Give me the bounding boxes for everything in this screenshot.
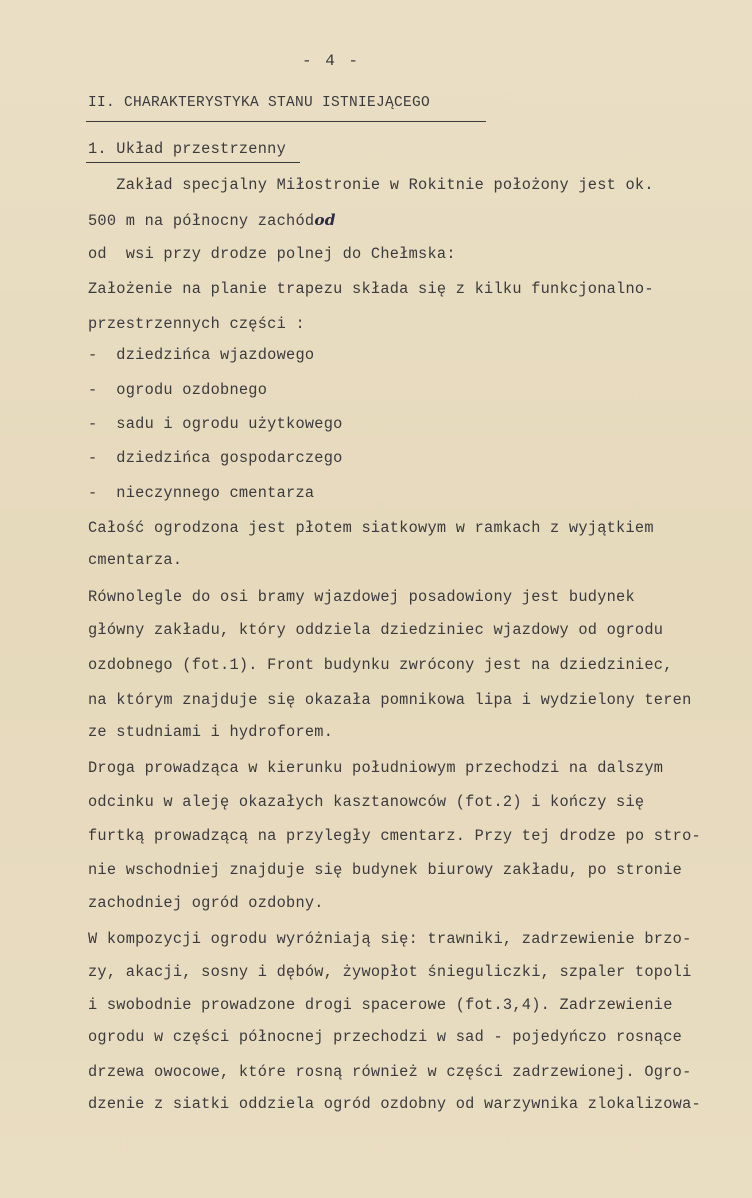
heading-underline [86, 121, 486, 122]
text-line: Zakład specjalny Miłostronie w Rokitnie położony jest ok. [88, 176, 654, 194]
handwritten-annotation: od [314, 211, 336, 229]
text-line: 500 m na północny zachódod [88, 211, 336, 230]
text-line: odcinku w aleję okazałych kasztanowców (fot.2) i kończy się [88, 793, 645, 811]
text-line: - sadu i ogrodu użytkowego [88, 415, 343, 433]
text-line: i swobodnie prowadzone drogi spacerowe (fot.3,4). Zadrzewienie [88, 996, 673, 1014]
text-line: - dziedzińca gospodarczego [88, 449, 343, 467]
text-line: - ogrodu ozdobnego [88, 381, 268, 399]
text-line: na którym znajduje się okazała pomnikowa lipa i wydzielony teren [88, 691, 692, 709]
text-line: przestrzennych części : [88, 315, 305, 333]
text-line: W kompozycji ogrodu wyróżniają się: trawniki, zadrzewienie brzo- [88, 930, 692, 948]
text-line: od wsi przy drodze polnej do Chełmska: [88, 245, 456, 263]
text-line: - nieczynnego cmentarza [88, 484, 315, 502]
text-line: Całość ogrodzona jest płotem siatkowym w ramkach z wyjątkiem [88, 519, 654, 537]
text-line: drzewa owocowe, które rosną również w części zadrzewionej. Ogro- [88, 1063, 692, 1081]
text-line: Założenie na planie trapezu składa się z kilku funkcjonalno- [88, 280, 654, 298]
text-line: - dziedzińca wjazdowego [88, 346, 315, 364]
text-line: ogrodu w części północnej przechodzi w sad - pojedyńczo rosnące [88, 1028, 683, 1046]
text-line: Droga prowadząca w kierunku południowym przechodzi na dalszym [88, 759, 664, 777]
text-line: zy, akacji, sosny i dębów, żywopłot śnieguliczki, szpaler topoli [88, 963, 692, 981]
subheading-underline [86, 162, 300, 163]
section-heading: II. CHARAKTERYSTYKA STANU ISTNIEJĄCEGO [88, 95, 431, 111]
page-number: - 4 - [302, 52, 361, 70]
text-line: cmentarza. [88, 551, 183, 569]
text-line: dzenie z siatki oddziela ogród ozdobny od warzywnika zlokalizowa- [88, 1095, 701, 1113]
subsection-heading: 1. Układ przestrzenny [88, 140, 287, 158]
text-line: ozdobnego (fot.1). Front budynku zwrócony jest na dziedziniec, [88, 656, 673, 674]
text-line: nie wschodniej znajduje się budynek biurowy zakładu, po stronie [88, 861, 683, 879]
text-line: zachodniej ogród ozdobny. [88, 894, 324, 912]
text-line: furtką prowadzącą na przyległy cmentarz. Przy tej drodze po stro- [88, 827, 701, 845]
text-line: Równolegle do osi bramy wjazdowej posadowiony jest budynek [88, 588, 635, 606]
text-line: główny zakładu, który oddziela dziedziniec wjazdowy od ogrodu [88, 621, 664, 639]
text-line: ze studniami i hydroforem. [88, 723, 334, 741]
